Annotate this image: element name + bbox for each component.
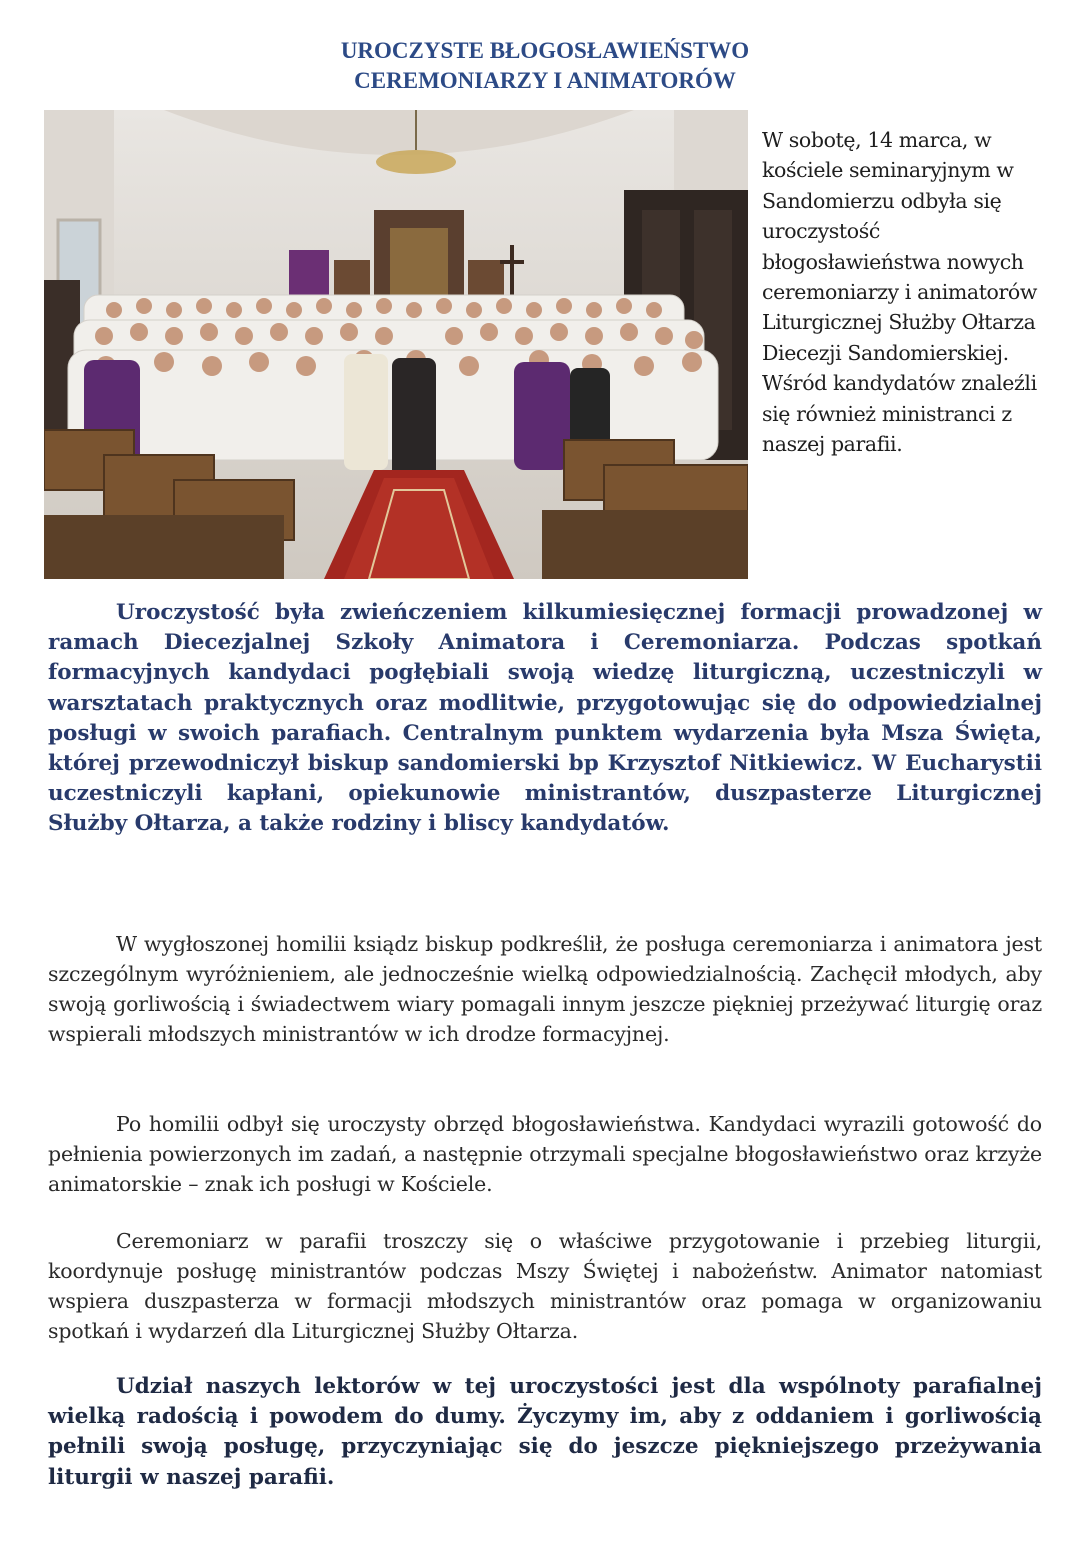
page-title (0, 36, 1090, 96)
paragraph-blessing: Po homilii odbył się uroczysty obrzęd błogosławieństwa. Kandydaci wyrazili gotowość do pełnienia powierzonych im zadań, a następnie otrzymali specjalne błogosławieństwo oraz krzyże animatorskie – znak ich posługi w Kościele. (48, 1112, 1042, 1196)
group-photo (44, 110, 748, 579)
paragraph-homily: W wygłoszonej homilii ksiądz biskup podkreślił, że posługa ceremoniarza i animatora jest szczególnym wyróżnieniem, ale jednocześnie wielką odpowiedzialnością. Zachęcił młodych, aby swoją gorliwością i świadectwem wiary pomagali innym jeszcze piękniej przeżywać liturgię oraz wspierali młodszych ministrantów w ich drodze formacyjnej. (48, 932, 1042, 1046)
intro-text: W sobotę, 14 marca, w kościele seminaryjnym w Sandomierzu odbyła się uroczystość błogosławieństwa nowych ceremoniarzy i animatorów Liturgicznej Służby Ołtarza Diecezji Sandomierskiej. Wśród kandydatów znaleźli się również ministranci z naszej parafii. (762, 128, 1037, 457)
title-line-2: CEREMONIARZY I ANIMATORÓW (354, 68, 736, 93)
paragraph-closing: Udział naszych lektorów w tej uroczystości jest dla wspólnoty parafialnej wielką radością i powodem do dumy. Życzymy im, aby z oddaniem i gorliwością pełnili swoją posługę, przyczyniając się do jeszcze piękniejszego przeżywania liturgii w naszej parafii. (48, 1374, 1042, 1490)
paragraph-roles: Ceremoniarz w parafii troszczy się o właściwe przygotowanie i przebieg liturgii, koordynuje posługę ministrantów podczas Mszy Świętej i nabożeństw. Animator natomiast wspiera duszpasterza w formacji młodszych ministrantów oraz pomaga w organizowaniu spotkań i wydarzeń dla Liturgicznej Służby Ołtarza. (48, 1229, 1042, 1343)
title-line-1: UROCZYSTE BŁOGOSŁAWIEŃSTWO (340, 38, 750, 63)
paragraph-formation: Uroczystość była zwieńczeniem kilkumiesięcznej formacji prowadzonej w ramach Diecezjalnej Szkoły Animatora i Ceremoniarza. Podczas spotkań formacyjnych kandydaci pogłębiali swoją wiedzę liturgiczną, uczestniczyli w warsztatach praktycznych oraz modlitwie, przygotowując się do odpowiedzialnej posługi w swoich parafiach. Centralnym punktem wydarzenia była Msza Święta, której przewodniczył biskup sandomierski bp Krzysztof Nitkiewicz. W Eucharystii uczestniczyli kapłani, opiekunowie ministrantów, duszpasterze Liturgicznej Służby Ołtarza, a także rodziny i bliscy kandydatów. (48, 600, 1042, 837)
